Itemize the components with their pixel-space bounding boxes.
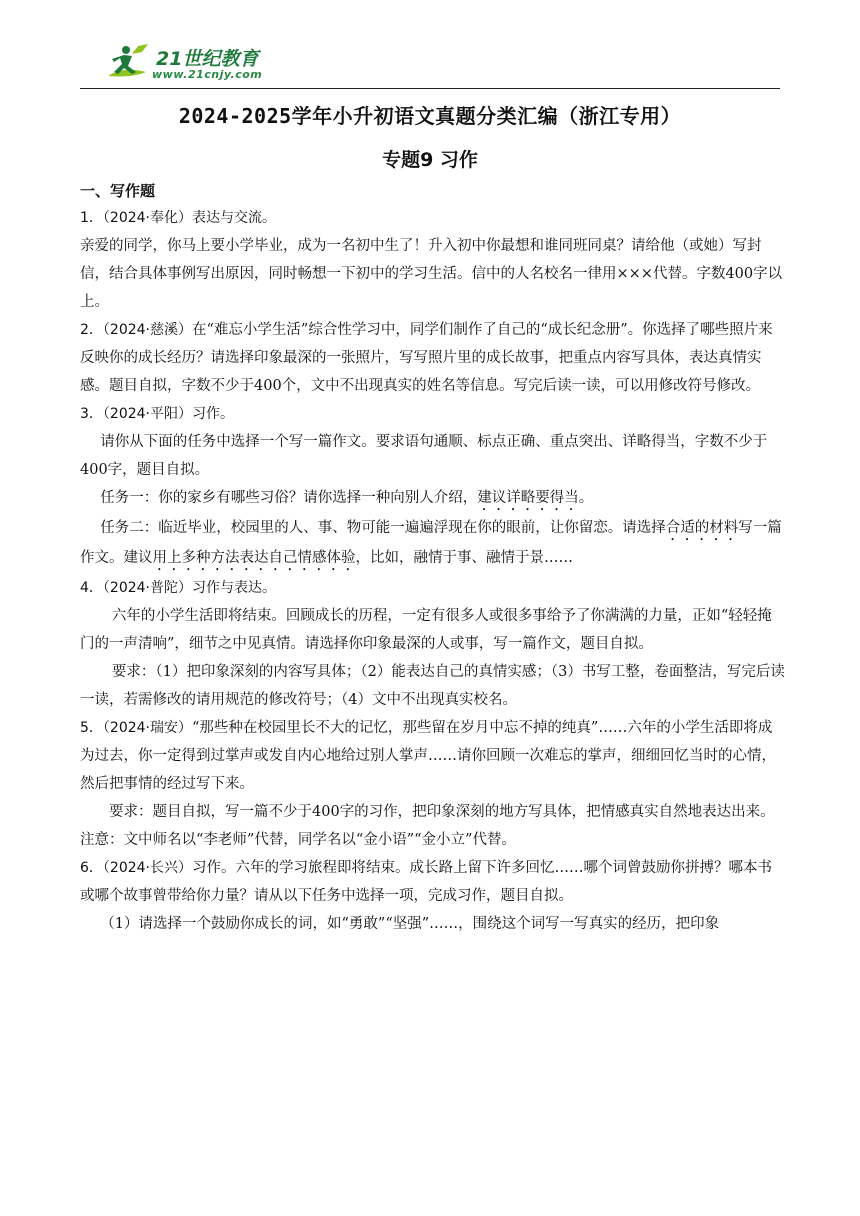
question-5-para-2: 要求：题目自拟，写一篇不少于400字的习作，把印象深刻的地方写具体，把情感真实自然地表达出来。注意：文中师名以“李老师”代替，同学名以“金小语”“金小立”代替。 — [80, 804, 775, 848]
task2-emphasis-2: 用上多种方法表达自己情感体验 — [152, 550, 356, 566]
task1-end: 。 — [578, 490, 594, 506]
logo-url-text: www.21cnjy.com — [152, 68, 263, 81]
question-6-task-1: （1）请选择一个鼓励你成长的词，如“勇敢”“坚强”……，围绕这个词写一写真实的经历，把印象 — [100, 916, 720, 932]
task2-emphasis-1: 合适的材料 — [665, 520, 739, 536]
section-heading: 一、写作题 — [80, 182, 156, 200]
question-6 — [80, 854, 785, 910]
question-3-intro: 请你从下面的任务中选择一个写一篇作文。要求语句通顺、标点正确、重点突出、详略得当，字数不少于 400字，题目自拟。 — [80, 434, 768, 478]
task1-text: 任务一：你的家乡有哪些习俗？请你选择一种向别人介绍， — [100, 490, 478, 506]
question-2-text: 在“难忘小学生活”综合性学习中，同学们制作了自己的“成长纪念册”。你选择了哪些照片来反映你的成长经历？请选择印象最深的一张照片，写写照片里的成长故事，把重点内容写具体，表达真情实感。题目自拟，字数不少于400个，文中不出现真实的姓名等信息。写完后读一读，可以用修改符号修改。 — [80, 322, 773, 394]
question-4-head: 4．（2024·普陀）习作与表达。 — [80, 580, 276, 596]
question-5-head: 5．（2024·瑞安） — [80, 720, 192, 736]
questions-body — [80, 204, 785, 938]
logo-brand-text: 21世纪教育 — [156, 48, 259, 70]
task2-text: 任务二：临近毕业，校园里的人、事、物可能一遍遍浮现在你的眼前，让你留恋。请选择 — [100, 520, 666, 536]
question-6-head: 6．（2024·长兴） — [80, 860, 192, 876]
question-1-head: 1．（2024·奉化）表达与交流。 — [80, 210, 276, 226]
question-1-text: 亲爱的同学，你马上要小学毕业，成为一名初中生了！升入初中你最想和谁同班同桌？请给他（或她）写封信，结合具体事例写出原因，同时畅想一下初中的学习生活。信中的人名校名一律用×××代替。字数400字以上。 — [80, 238, 783, 310]
page-header — [80, 38, 780, 89]
question-6-text: 习作。六年的学习旅程即将结束。成长路上留下许多回忆……哪个词曾鼓励你拼搏？哪本书或哪个故事曾带给你力量？请从以下任务中选择一项，完成习作，题目自拟。 — [80, 860, 772, 904]
question-3-head: 3．（2024·平阳）习作。 — [80, 406, 234, 422]
question-4-para-1: 六年的小学生活即将结束。回顾成长的历程，一定有很多人或很多事给予了你满满的力量，正如“轻轻掩门的一声清响”，细节之中见真情。请选择你印象最深的人或事，写一篇作文，题目自拟。 — [80, 608, 772, 652]
question-5-text: “那些种在校园里长不大的记忆，那些留在岁月中忘不掉的纯真”……六年的小学生活即将成为过去，你一定得到过掌声或发自内心地给过别人掌声……请你回顾一次难忘的掌声，细细回忆当时的心情，然后把事情的经过写下来。 — [80, 720, 776, 792]
question-2 — [80, 316, 785, 400]
question-2-head: 2．（2024·慈溪） — [80, 322, 192, 338]
task2-text-2: 写一篇作文。建议 — [80, 520, 782, 566]
document-subtitle: 专题9 习作 — [382, 149, 478, 171]
document-title: 2024-2025学年小升初语文真题分类汇编（浙江专用） — [178, 104, 682, 128]
question-5 — [80, 714, 785, 798]
logo — [102, 42, 302, 84]
question-3-task2 — [80, 514, 785, 574]
question-4-para-2: 要求：（1）把印象深刻的内容写具体；（2）能表达自己的真情实感；（3）书写工整，卷面整洁，写完后读一读，若需修改的请用规范的修改符号；（4）文中不出现真实校名。 — [80, 664, 785, 708]
task2-end: ，比如，融情于事、融情于景…… — [355, 550, 573, 566]
question-3-task1 — [80, 484, 785, 514]
task1-emphasis: 建议详略要得当 — [477, 490, 579, 506]
